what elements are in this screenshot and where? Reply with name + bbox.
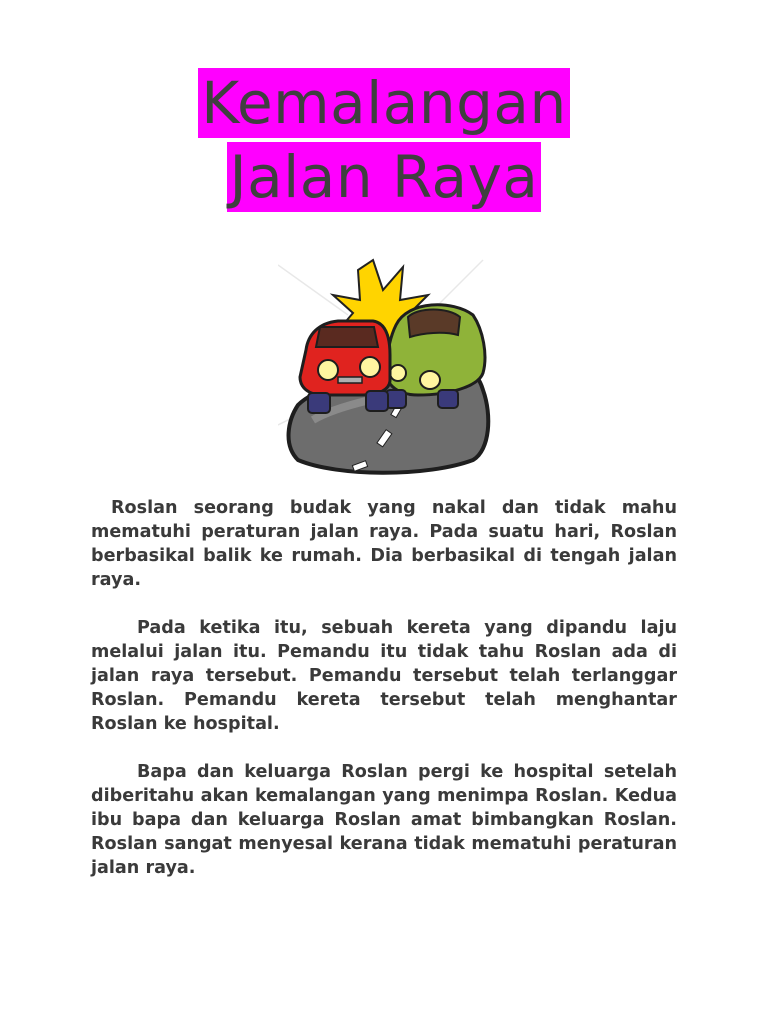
story-body xyxy=(91,496,677,904)
story-paragraph-2: Pada ketika itu, sebuah kereta yang dipandu laju melalui jalan itu. Pemandu itu tidak tahu Roslan ada di jalan raya tersebut. Pemandu tersebut telah terlanggar Roslan. Pemandu kereta tersebut telah menghantar Roslan ke hospital. xyxy=(91,618,677,734)
document-title xyxy=(0,68,768,212)
title-line-1: Kemalangan xyxy=(198,68,569,138)
car-crash-illustration xyxy=(278,255,492,477)
story-paragraph-3: Bapa dan keluarga Roslan pergi ke hospital setelah diberitahu akan kemalangan yang menimpa Roslan. Kedua ibu bapa dan keluarga Roslan amat bimbangkan Roslan. Roslan sangat menyesal kerana tidak mematuhi peraturan jalan raya. xyxy=(91,762,677,878)
story-paragraph-1: Roslan seorang budak yang nakal dan tidak mahu mematuhi peraturan jalan raya. Pada suatu hari, Roslan berbasikal balik ke rumah. Dia berbasikal di tengah jalan raya. xyxy=(91,498,677,590)
car-crash-icon xyxy=(278,255,492,477)
title-line-2: Jalan Raya xyxy=(227,142,542,212)
